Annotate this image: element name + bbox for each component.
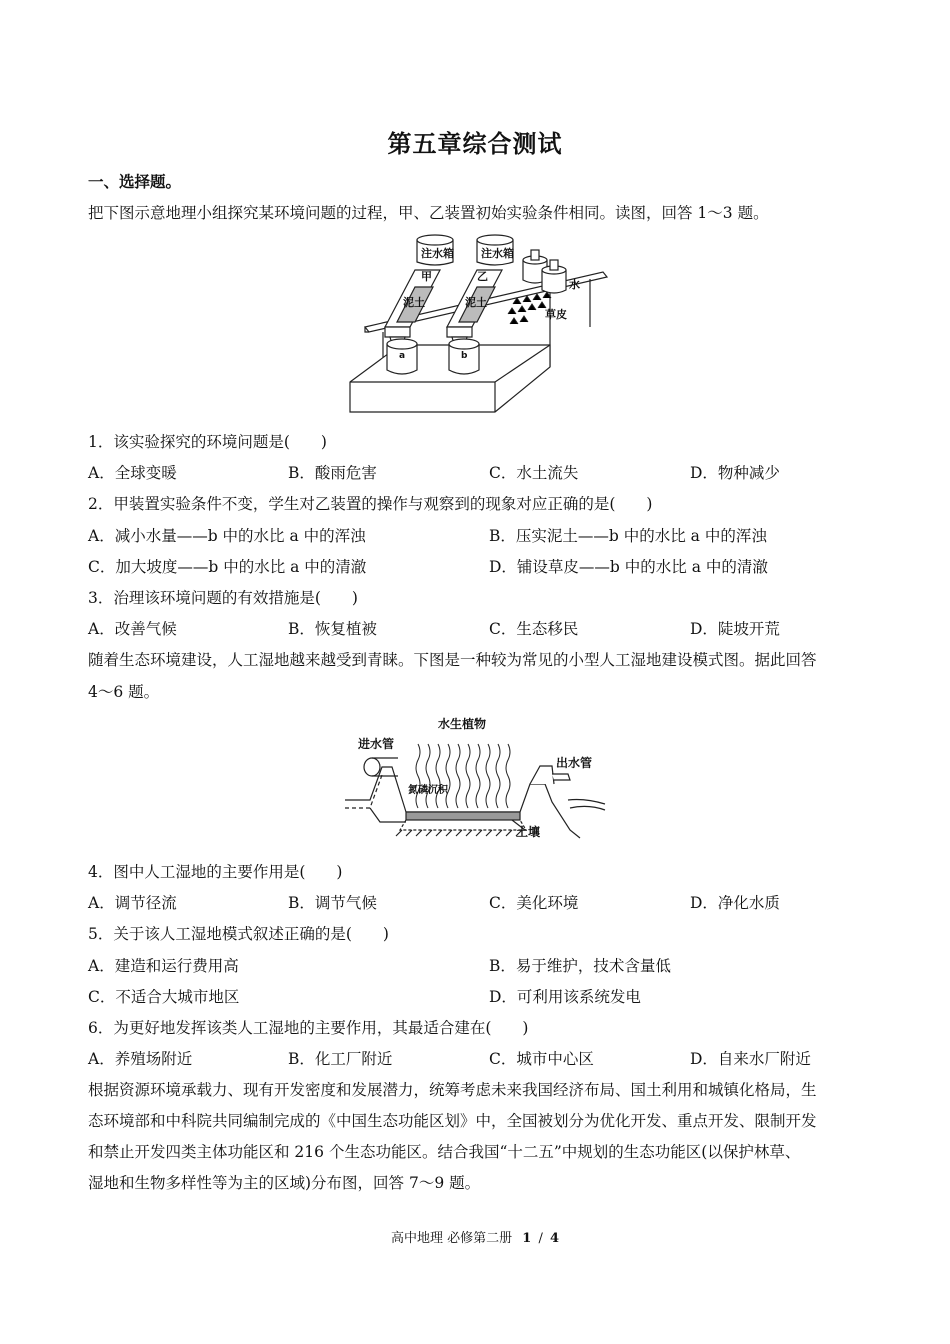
footer-separator: / bbox=[538, 1231, 543, 1246]
q4-option-b: B．调节气候 bbox=[288, 894, 377, 912]
experiment-figure bbox=[345, 232, 610, 418]
water-label: 水 bbox=[569, 278, 580, 291]
soil-label: 土壤 bbox=[516, 825, 541, 839]
box2-label: 乙 bbox=[477, 270, 488, 283]
outlet-label: 出水管 bbox=[556, 756, 593, 770]
q1-option-d: D．物种减少 bbox=[690, 464, 780, 482]
cup-a-label: a bbox=[399, 351, 406, 361]
q6-stem: 6．为更好地发挥该类人工湿地的主要作用，其最适合建在( ) bbox=[88, 1019, 529, 1037]
plants-label: 水生植物 bbox=[438, 717, 487, 731]
intro-3-line-1: 根据资源环境承载力、现有开发密度和发展潜力，统筹考虑未来我国经济布局、国土利用和城镇化格局，生 bbox=[88, 1081, 817, 1099]
q3-option-d: D．陡坡开荒 bbox=[690, 620, 780, 638]
q5-option-c: C．不适合大城市地区 bbox=[88, 988, 240, 1006]
q5-option-a: A．建造和运行费用高 bbox=[88, 957, 239, 975]
soil1-label: 泥土 bbox=[403, 296, 425, 309]
q1-option-b: B．酸雨危害 bbox=[288, 464, 377, 482]
q6-option-c: C．城市中心区 bbox=[489, 1050, 594, 1068]
q4-option-d: D．净化水质 bbox=[690, 894, 780, 912]
q5-option-d: D．可利用该系统发电 bbox=[489, 988, 641, 1006]
grass-label: 草皮 bbox=[545, 308, 567, 321]
q4-option-c: C．美化环境 bbox=[489, 894, 579, 912]
tank2-label: 注水箱 bbox=[481, 247, 514, 260]
q1-option-c: C．水土流失 bbox=[489, 464, 579, 482]
page-title: 第五章综合测试 bbox=[387, 129, 563, 158]
page-footer bbox=[0, 1227, 950, 1246]
intro-3-line-2: 态环境部和中科院共同编制完成的《中国生态功能区划》中，全国被划分为优化开发、重点开发、限制开发 bbox=[88, 1112, 817, 1130]
wetland-figure bbox=[340, 712, 610, 842]
footer-page-total: 4 bbox=[549, 1231, 560, 1246]
q2-option-a: A．减小水量——b 中的水比 a 中的浑浊 bbox=[88, 527, 366, 545]
section-heading: 一、选择题。 bbox=[88, 172, 182, 191]
q2-option-d: D．铺设草皮——b 中的水比 a 中的清澈 bbox=[489, 558, 768, 576]
q1-stem: 1．该实验探究的环境问题是( ) bbox=[88, 433, 327, 451]
intro-3-line-4: 湿地和生物多样性等为主的区域)分布图，回答 7～9 题。 bbox=[88, 1174, 481, 1192]
q6-option-a: A．养殖场附近 bbox=[88, 1050, 193, 1068]
tank1-label: 注水箱 bbox=[421, 247, 454, 260]
q6-option-d: D．自来水厂附近 bbox=[690, 1050, 811, 1068]
q2-stem: 2．甲装置实验条件不变，学生对乙装置的操作与观察到的现象对应正确的是( ) bbox=[88, 495, 653, 513]
box1-label: 甲 bbox=[421, 270, 432, 283]
q5-stem: 5．关于该人工湿地模式叙述正确的是( ) bbox=[88, 925, 389, 943]
intro-3-line-3: 和禁止开发四类主体功能区和 216 个生态功能区。结合我国“十二五”中规划的生态功能区(以保护林草、 bbox=[88, 1143, 801, 1161]
q2-option-b: B．压实泥土——b 中的水比 a 中的浑浊 bbox=[489, 527, 767, 545]
footer-page-number: 1 bbox=[522, 1231, 532, 1246]
q3-option-b: B．恢复植被 bbox=[288, 620, 377, 638]
intro-1: 把下图示意地理小组探究某环境问题的过程，甲、乙装置初始实验条件相同。读图，回答 1～3 题。 bbox=[88, 204, 769, 222]
intro-2-line-2: 4～6 题。 bbox=[88, 683, 160, 701]
footer-book-title: 高中地理 必修第二册 bbox=[390, 1231, 513, 1246]
cup-b-label: b bbox=[461, 351, 468, 361]
intro-2-line-1: 随着生态环境建设，人工湿地越来越受到青睐。下图是一种较为常见的小型人工湿地建设模式图。据此回答 bbox=[88, 651, 817, 669]
q3-option-c: C．生态移民 bbox=[489, 620, 579, 638]
q5-option-b: B．易于维护，技术含量低 bbox=[489, 957, 671, 975]
sediment-label: 氮磷沉积 bbox=[408, 785, 448, 796]
q1-option-a: A．全球变暖 bbox=[88, 464, 177, 482]
q3-option-a: A．改善气候 bbox=[88, 620, 177, 638]
q3-stem: 3．治理该环境问题的有效措施是( ) bbox=[88, 589, 358, 607]
q4-stem: 4．图中人工湿地的主要作用是( ) bbox=[88, 863, 343, 881]
q4-option-a: A．调节径流 bbox=[88, 894, 177, 912]
q2-option-c: C．加大坡度——b 中的水比 a 中的清澈 bbox=[88, 558, 367, 576]
q6-option-b: B．化工厂附近 bbox=[288, 1050, 393, 1068]
inlet-label: 进水管 bbox=[358, 737, 395, 751]
soil2-label: 泥土 bbox=[465, 296, 487, 309]
